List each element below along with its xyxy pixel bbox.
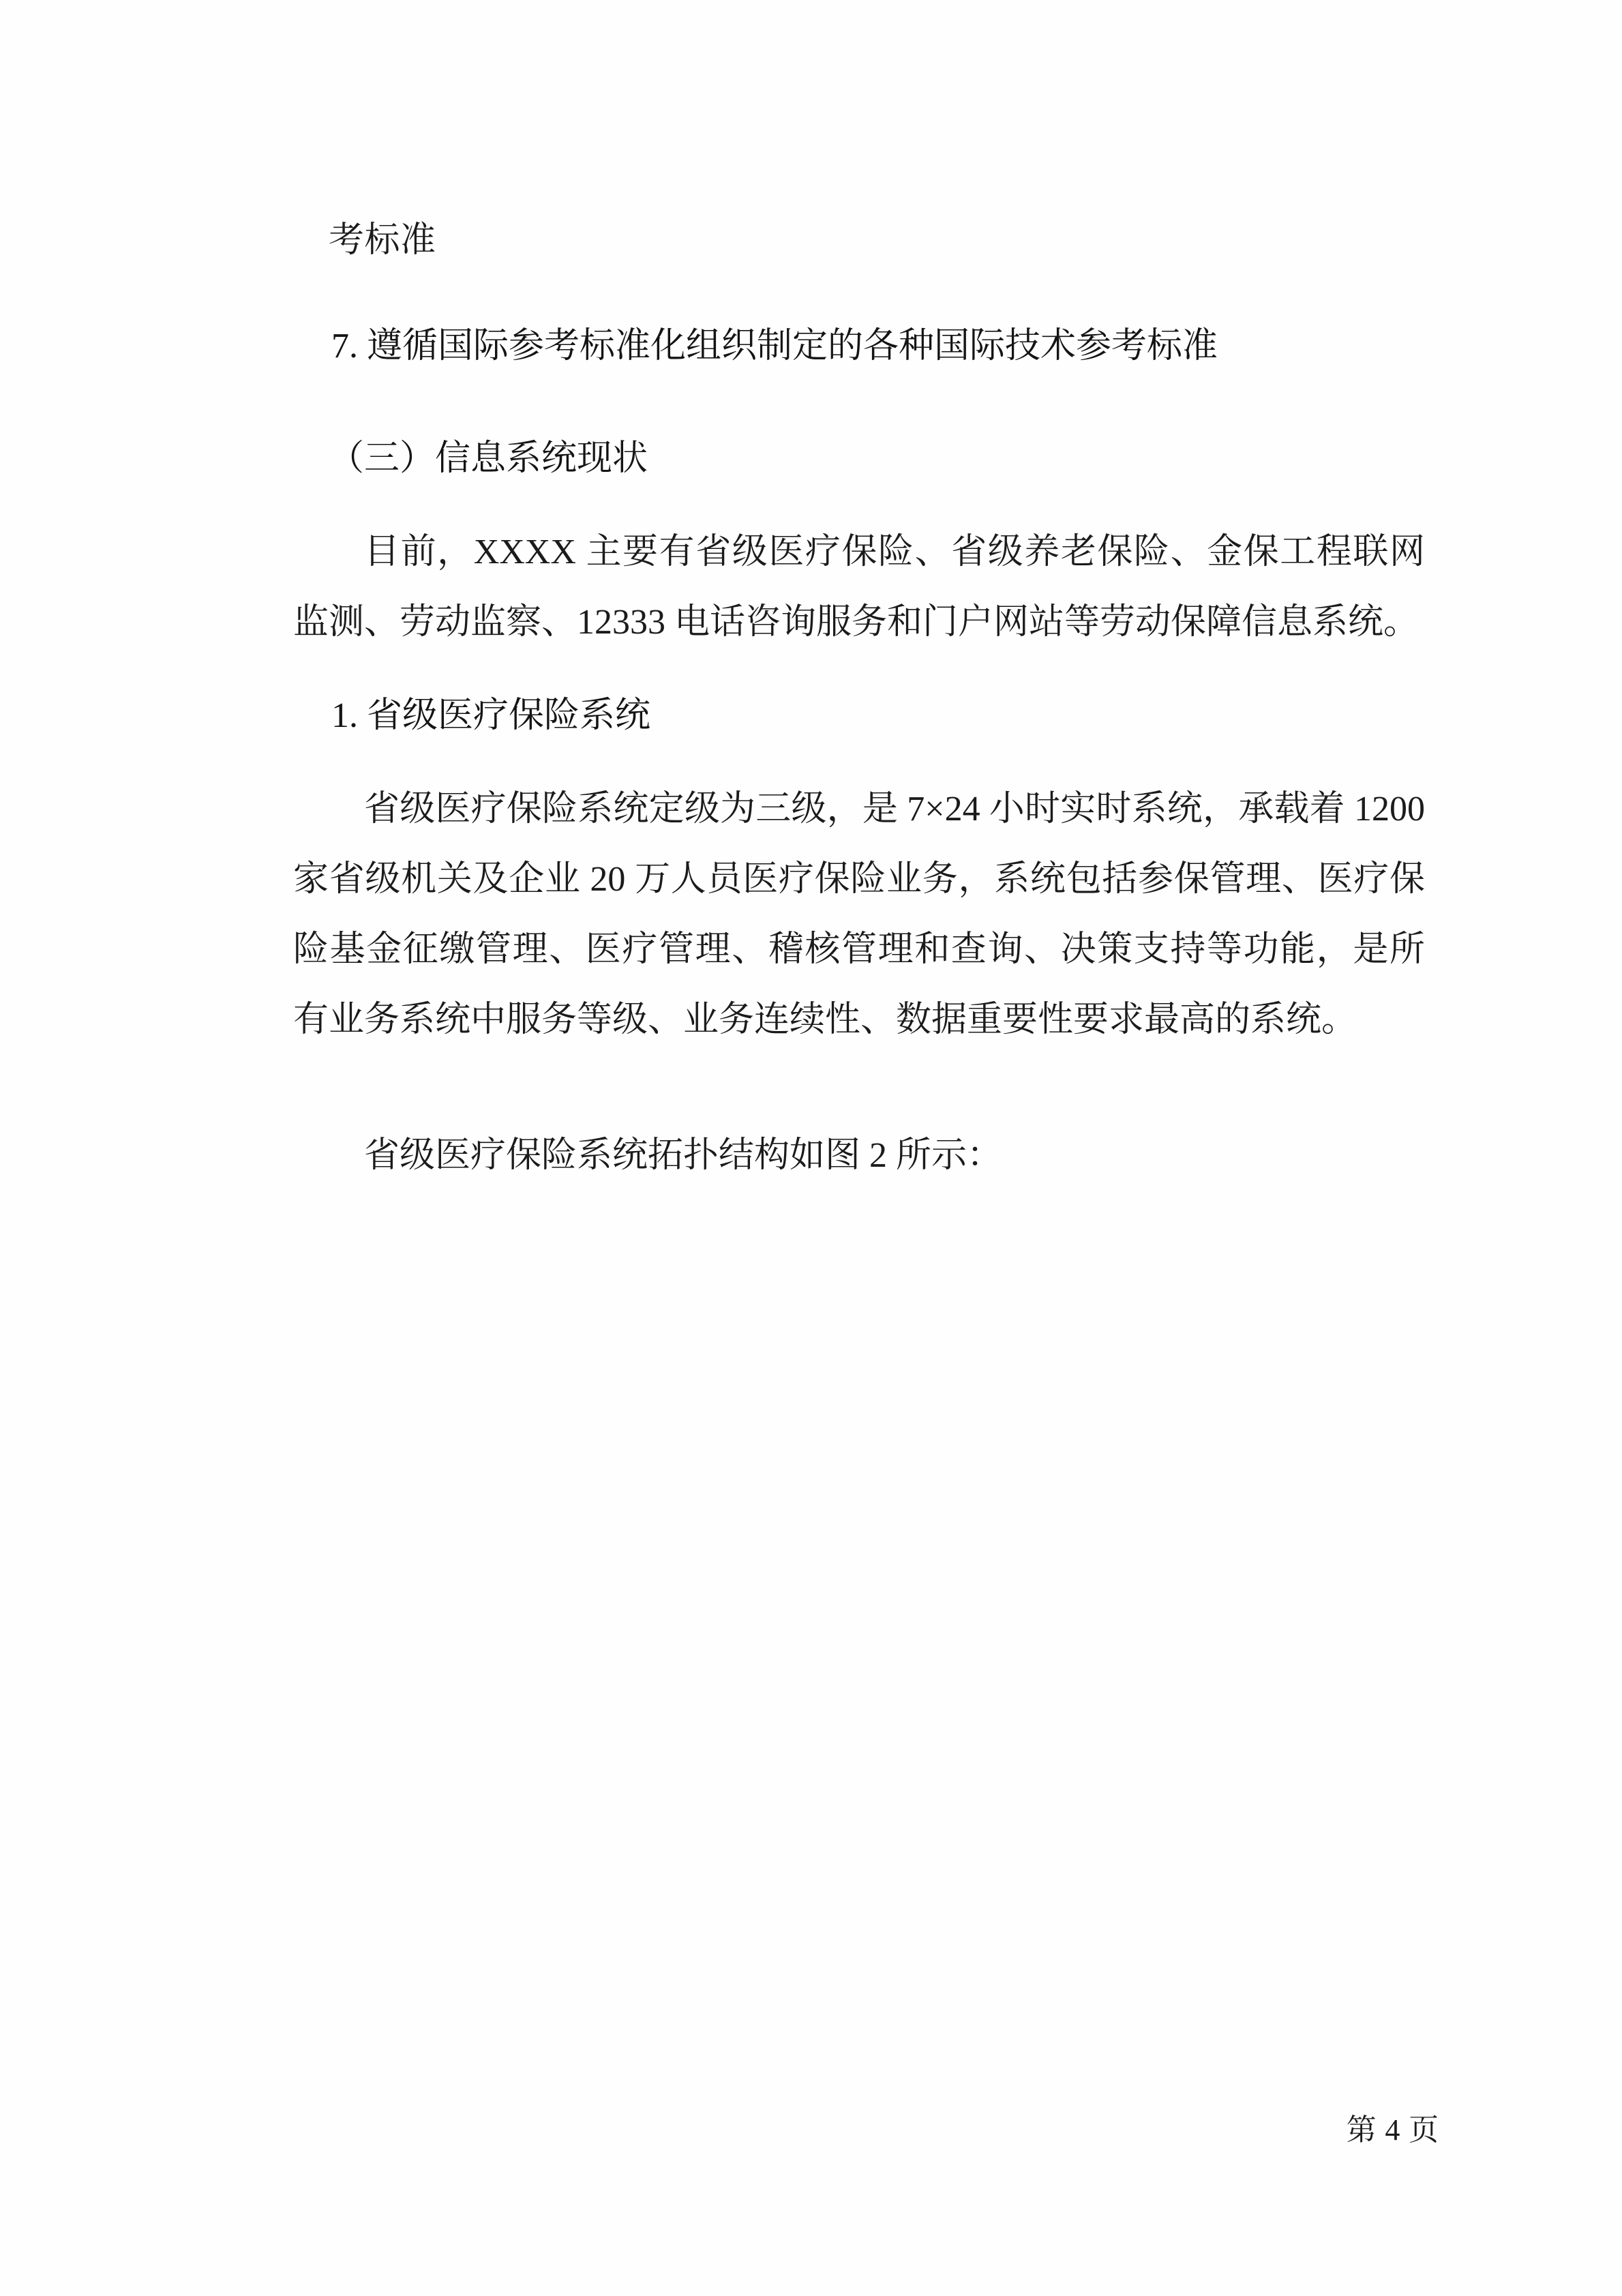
spacer (293, 751, 1425, 775)
page-footer: 第 4 页 (1346, 2113, 1439, 2147)
continued-text: 考标准 (329, 221, 436, 260)
figure-reference: 省级医疗保险系统拓扑结构如图 2 所示： (364, 1135, 1003, 1175)
spacer (293, 658, 1425, 681)
page-content (293, 170, 1425, 1191)
spacer (293, 1056, 1425, 1121)
paragraph-overview: 目前，XXXX 主要有省级医疗保险、省级养老保险、金保工程联网监测、劳动监察、12333 电话咨询服务和门户网站等劳动保障信息系统。 (293, 532, 1425, 642)
section-heading: （三）信息系统现状 (329, 438, 648, 478)
spacer (293, 382, 1425, 424)
subsection-heading: 1. 省级医疗保险系统 (331, 696, 651, 735)
paragraph-detail: 省级医疗保险系统定级为三级，是 7×24 小时实时系统，承载着 1200 家省级机关及企业 20 万人员医疗保险业务，系统包括参保管理、医疗保险基金征缴管理、医疗管理、稽核管理和查询、决策支持等功能，是所有业务系统中服务等级、业务连续性、数据重要性要求最高的系统。 (293, 789, 1425, 1039)
list-item-7: 7. 遵循国际参考标准化组织制定的各种国际技术参考标准 (331, 326, 1218, 366)
spacer (293, 494, 1425, 518)
